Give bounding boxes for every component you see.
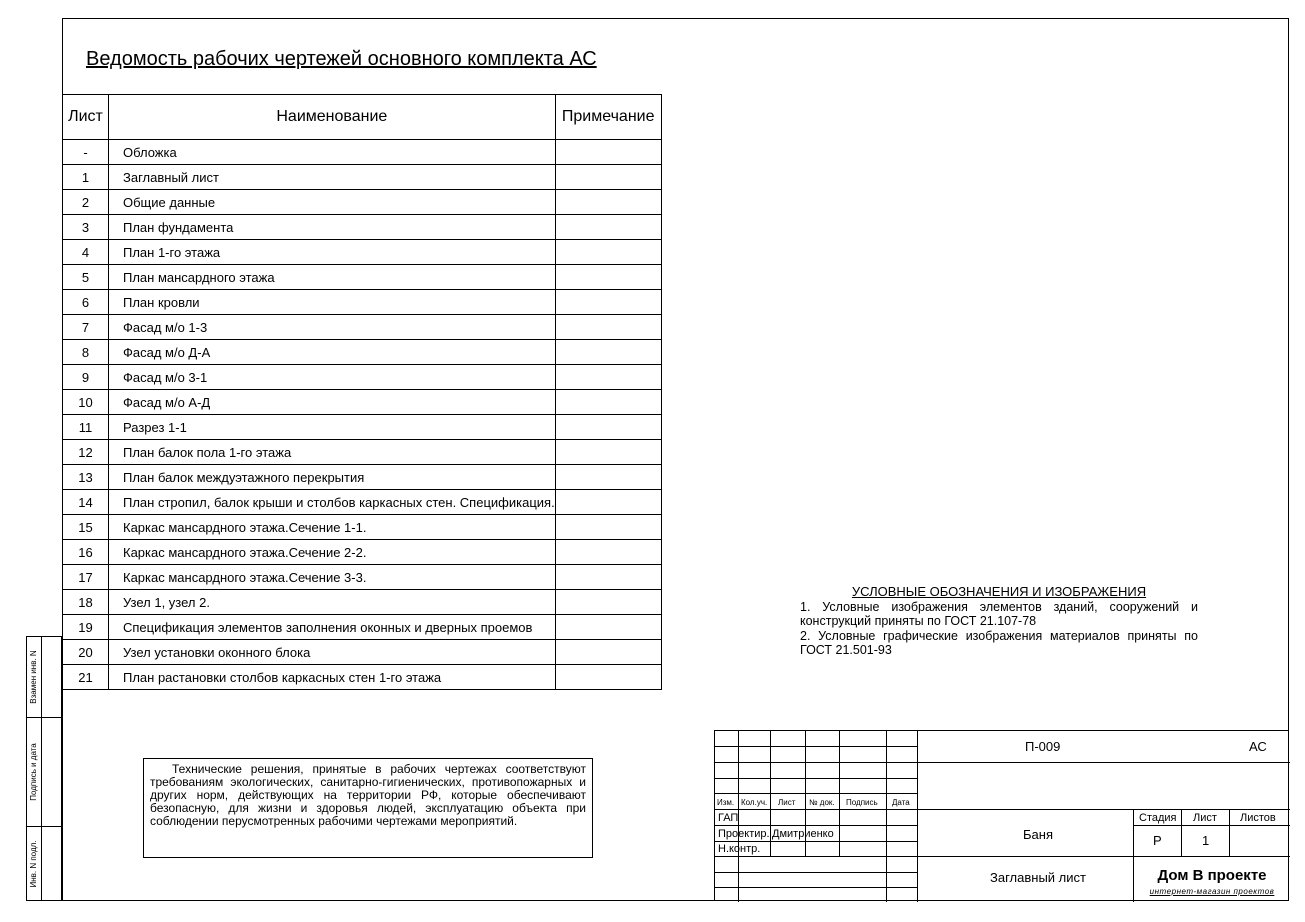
sheet-name: Обложка [109, 140, 556, 165]
sheet-number: 16 [63, 540, 109, 565]
table-row [63, 440, 662, 465]
tech-note: Технические решения, принятые в рабочих чертежах соответствуют требованиям экологических, санитарно-гигиенических, противопожарных и других норм, действующих на территории РФ, которые обеспечивают безопасную, для жизни и здоровья людей, эксплуатацию объекта при соблюдении перусмотренных рабочими чертежами мероприятий. [143, 758, 593, 858]
sheet-name: Фасад м/о Д-А [109, 340, 556, 365]
legend-item: 1. Условные изображения элементов зданий, сооружений и конструкций приняты по ГОСТ 21.107-78 [800, 599, 1198, 628]
sheet-note [555, 540, 661, 565]
sheet-name: Спецификация элементов заполнения оконных и дверных проемов [109, 615, 556, 640]
stamp-designer: Дмитриенко [772, 828, 834, 840]
table-row [63, 565, 662, 590]
table-row [63, 640, 662, 665]
sheet-note [555, 390, 661, 415]
table-row [63, 490, 662, 515]
sheet-name: План мансардного этажа [109, 265, 556, 290]
stamp-col: Дата [892, 798, 910, 807]
sheet-note [555, 215, 661, 240]
sheet-name: Узел установки оконного блока [109, 640, 556, 665]
sheets-table [62, 94, 662, 690]
table-row [63, 515, 662, 540]
sheet-number: 12 [63, 440, 109, 465]
sheet-name: План 1-го этажа [109, 240, 556, 265]
stamp-role: ГАП [718, 812, 739, 824]
legend-item: 2. Условные графические изображения материалов приняты по ГОСТ 21.501-93 [800, 628, 1198, 657]
sheet-number: 19 [63, 615, 109, 640]
stamp-col: Лист [778, 798, 796, 807]
stamp-role: Н.контр. [718, 843, 761, 855]
sheet-name: План стропил, балок крыши и столбов каркасных стен. Спецификация. [109, 490, 556, 515]
sheet-number: 10 [63, 390, 109, 415]
sheet-number: 21 [63, 665, 109, 690]
sheet-note [555, 640, 661, 665]
stamp-code: П-009 [1025, 739, 1061, 754]
side-stamp [26, 636, 62, 901]
sheet-number: 3 [63, 215, 109, 240]
sheet-number: 14 [63, 490, 109, 515]
side-stamp-label: Инв. N подл. [29, 840, 38, 888]
sheet-name: Общие данные [109, 190, 556, 215]
sheet-note [555, 490, 661, 515]
stamp-stage-header: Стадия [1139, 812, 1177, 824]
header-note: Примечание [555, 95, 661, 140]
table-row [63, 140, 662, 165]
sheet-name: Каркас мансардного этажа.Сечение 1-1. [109, 515, 556, 540]
sheet-name: Фасад м/о 1-3 [109, 315, 556, 340]
sheet-number: 15 [63, 515, 109, 540]
sheet-name: Фасад м/о 3-1 [109, 365, 556, 390]
sheet-name: План кровли [109, 290, 556, 315]
sheet-note [555, 565, 661, 590]
sheet-number: 5 [63, 265, 109, 290]
sheet-name: Каркас мансардного этажа.Сечение 3-3. [109, 565, 556, 590]
sheet-name: План балок пола 1-го этажа [109, 440, 556, 465]
sheet-number: 17 [63, 565, 109, 590]
table-row [63, 215, 662, 240]
table-row [63, 165, 662, 190]
table-row [63, 315, 662, 340]
table-row [63, 265, 662, 290]
logo [1142, 868, 1282, 900]
page-title: Ведомость рабочих чертежей основного комплекта АС [86, 48, 597, 70]
table-row [63, 240, 662, 265]
stamp-object: Баня [1023, 827, 1053, 842]
sheet-number: 20 [63, 640, 109, 665]
sheet-note [555, 465, 661, 490]
table-row [63, 590, 662, 615]
stamp-col: Изм. [717, 798, 735, 807]
legend-block [800, 585, 1198, 658]
table-row [63, 290, 662, 315]
table-row [63, 465, 662, 490]
sheet-name: Каркас мансардного этажа.Сечение 2-2. [109, 540, 556, 565]
sheet-note [555, 615, 661, 640]
sheet-note [555, 315, 661, 340]
sheet-note [555, 165, 661, 190]
stamp-sheet-name: Заглавный лист [990, 870, 1086, 885]
sheet-number: 2 [63, 190, 109, 215]
sheet-number: 9 [63, 365, 109, 390]
table-row [63, 665, 662, 690]
sheet-name: Узел 1, узел 2. [109, 590, 556, 615]
logo-subtitle: интернет-магазин проектов [1149, 887, 1275, 896]
stamp-set: АС [1249, 739, 1267, 754]
sheet-name: Заглавный лист [109, 165, 556, 190]
table-row [63, 365, 662, 390]
sheet-note [555, 665, 661, 690]
stamp-sheet-header: Лист [1193, 812, 1217, 824]
sheet-name: План балок междуэтажного перекрытия [109, 465, 556, 490]
sheet-note [555, 340, 661, 365]
stamp-sheets-header: Листов [1240, 812, 1276, 824]
table-row [63, 340, 662, 365]
sheet-number: 8 [63, 340, 109, 365]
stamp-stage: Р [1153, 833, 1162, 848]
table-header-row [63, 95, 662, 140]
header-sheet: Лист [63, 95, 109, 140]
sheet-number: 11 [63, 415, 109, 440]
header-name: Наименование [109, 95, 556, 140]
sheet-note [555, 440, 661, 465]
sheet-note [555, 515, 661, 540]
sheet-note [555, 415, 661, 440]
stamp-col: № док. [809, 798, 835, 807]
sheet-number: 13 [63, 465, 109, 490]
side-stamp-label: Подпись и дата [29, 743, 38, 801]
sheet-note [555, 140, 661, 165]
sheet-name: Фасад м/о А-Д [109, 390, 556, 415]
sheet-note [555, 265, 661, 290]
stamp-sheet: 1 [1202, 833, 1210, 848]
sheet-note [555, 590, 661, 615]
side-stamp-label: Взамен инв. N [29, 650, 38, 704]
sheet-number: 18 [63, 590, 109, 615]
sheet-name: Разрез 1-1 [109, 415, 556, 440]
logo-text: Дом В проекте [1157, 867, 1267, 884]
sheet-name: План фундамента [109, 215, 556, 240]
stamp-col: Подпись [846, 798, 878, 807]
stamp-role: Проектир. [718, 828, 770, 840]
sheet-number: 6 [63, 290, 109, 315]
sheet-number: 7 [63, 315, 109, 340]
sheet-number: 4 [63, 240, 109, 265]
table-row [63, 540, 662, 565]
sheet-note [555, 365, 661, 390]
legend-heading: УСЛОВНЫЕ ОБОЗНАЧЕНИЯ И ИЗОБРАЖЕНИЯ [851, 584, 1147, 599]
sheet-note [555, 190, 661, 215]
sheet-note [555, 290, 661, 315]
table-row [63, 390, 662, 415]
sheet-name: План растановки столбов каркасных стен 1-го этажа [109, 665, 556, 690]
table-row [63, 615, 662, 640]
table-row [63, 415, 662, 440]
table-row [63, 190, 662, 215]
sheet-number: - [63, 140, 109, 165]
sheet-note [555, 240, 661, 265]
stamp-col: Кол.уч. [741, 798, 768, 807]
sheet-number: 1 [63, 165, 109, 190]
